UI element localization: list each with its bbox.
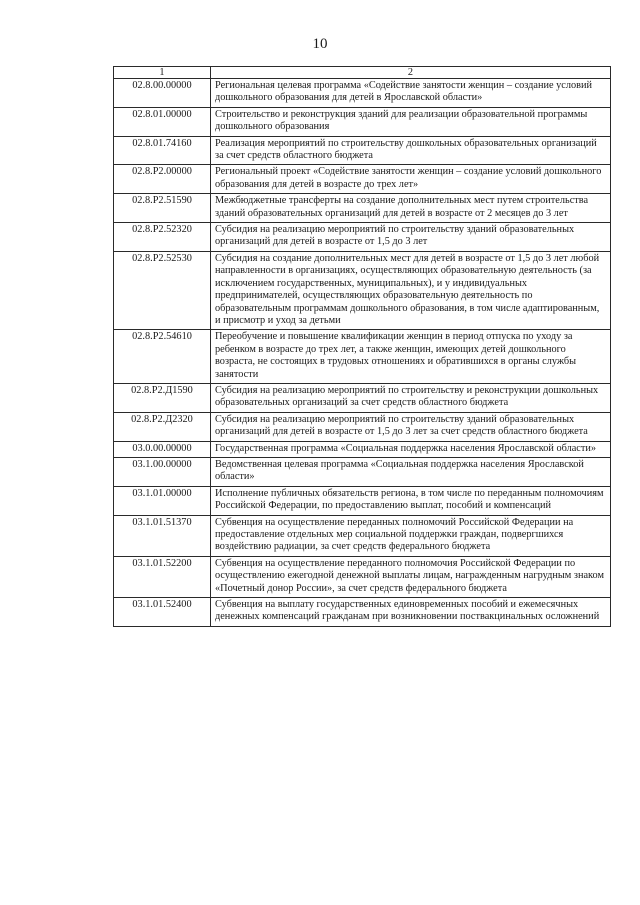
row-description: Государственная программа «Социальная поддержка населения Ярославской области»	[211, 441, 611, 457]
row-code: 03.1.01.00000	[114, 486, 211, 515]
table-row	[114, 598, 611, 627]
row-code: 02.8.P2.Д2320	[114, 412, 211, 441]
row-code: 02.8.01.74160	[114, 136, 211, 165]
row-description: Региональный проект «Содействие занятости женщин – создание условий дошкольного образования для детей в возрасте до трех лет»	[211, 165, 611, 194]
table-header-row	[114, 67, 611, 79]
row-description: Субвенция на осуществление переданных полномочий Российской Федерации на предоставление отдельных мер социальной поддержки граждан, подвергшихся воздействию радиации, за счет средств федерального бюджета	[211, 515, 611, 556]
row-description: Субсидия на реализацию мероприятий по строительству зданий образовательных организаций для детей в возрасте от 1,5 до 3 лет за счет средств областного бюджета	[211, 412, 611, 441]
table-row	[114, 383, 611, 412]
row-code: 02.8.P2.00000	[114, 165, 211, 194]
row-description: Субвенция на осуществление переданного полномочия Российской Федерации по осуществлению ежегодной денежной выплаты лицам, награжденным нагрудным знаком «Почетный донор России», за счет средств федерального бюджета	[211, 556, 611, 597]
row-description: Межбюджетные трансферты на создание дополнительных мест путем строительства зданий образовательных организаций для детей в возрасте от 2 месяцев до 3 лет	[211, 194, 611, 223]
row-code: 03.1.01.51370	[114, 515, 211, 556]
row-code: 03.1.01.52200	[114, 556, 211, 597]
row-code: 02.8.00.00000	[114, 79, 211, 108]
table-row	[114, 107, 611, 136]
table-row	[114, 165, 611, 194]
table-row	[114, 251, 611, 329]
table-row	[114, 194, 611, 223]
row-description: Реализация мероприятий по строительству дошкольных образовательных организаций за счет средств областного бюджета	[211, 136, 611, 165]
table-row	[114, 136, 611, 165]
row-code: 03.1.01.52400	[114, 598, 211, 627]
row-code: 02.8.P2.52320	[114, 223, 211, 252]
table-row	[114, 330, 611, 384]
row-description: Субсидия на реализацию мероприятий по строительству зданий образовательных организаций для детей в возрасте от 1,5 до 3 лет	[211, 223, 611, 252]
row-code: 02.8.P2.54610	[114, 330, 211, 384]
table-row	[114, 79, 611, 108]
row-code: 02.8.P2.52530	[114, 251, 211, 329]
page-number: 10	[312, 36, 328, 52]
row-description: Региональная целевая программа «Содействие занятости женщин – создание условий дошкольного образования для детей в Ярославской области»	[211, 79, 611, 108]
table-row	[114, 515, 611, 556]
row-description: Субвенция на выплату государственных единовременных пособий и ежемесячных денежных компенсаций гражданам при возникновении поствакцинальных осложнений	[211, 598, 611, 627]
table-row	[114, 441, 611, 457]
row-description: Переобучение и повышение квалификации женщин в период отпуска по уходу за ребенком в возрасте до трех лет, а также женщин, имеющих детей дошкольного возраста, не состоящих в трудовых отношениях и обратившихся в органы службы занятости	[211, 330, 611, 384]
row-code: 02.8.P2.51590	[114, 194, 211, 223]
table-row	[114, 457, 611, 486]
row-code: 02.8.01.00000	[114, 107, 211, 136]
table-row	[114, 556, 611, 597]
row-description: Строительство и реконструкция зданий для реализации образовательной программы дошкольного образования	[211, 107, 611, 136]
table-row	[114, 486, 611, 515]
row-code: 03.1.00.00000	[114, 457, 211, 486]
column-header-description: 2	[211, 67, 611, 79]
row-code: 02.8.P2.Д1590	[114, 383, 211, 412]
row-description: Субсидия на создание дополнительных мест для детей в возрасте от 1,5 до 3 лет любой направленности в организациях, осуществляющих образовательную деятельность (за исключением государственных, муниципальных), и у индивидуальных предпринимателей, осуществляющих образовательную деятельность по образовательным программам дошкольного образования, в том числе адаптированным, и присмотр и уход за детьми	[211, 251, 611, 329]
table-row	[114, 412, 611, 441]
column-header-code: 1	[114, 67, 211, 79]
row-description: Исполнение публичных обязательств региона, в том числе по переданным полномочиям Российской Федерации, по предоставлению выплат, пособий и компенсаций	[211, 486, 611, 515]
table-row	[114, 223, 611, 252]
budget-classification-table	[113, 66, 611, 627]
row-description: Субсидия на реализацию мероприятий по строительству и реконструкции дошкольных образовательных организаций за счет средств областного бюджета	[211, 383, 611, 412]
row-code: 03.0.00.00000	[114, 441, 211, 457]
row-description: Ведомственная целевая программа «Социальная поддержка населения Ярославской области»	[211, 457, 611, 486]
